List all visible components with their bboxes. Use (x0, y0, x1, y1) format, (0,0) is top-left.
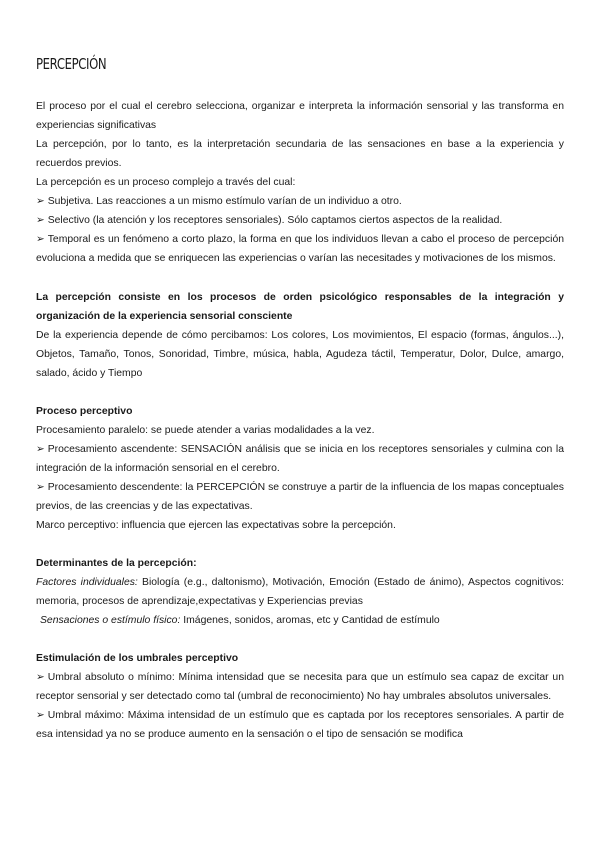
determinants-section (36, 554, 564, 630)
section-heading: Estimulación de los umbrales perceptivo (36, 653, 239, 664)
bullet-item: ➢ Umbral absoluto o mínimo: Mínima intensidad que se necesita para que un estímulo sea capaz de excitar un receptor sensorial y ser detectado como tal (umbral de reconocimiento) No hay umbrales absolutos universales. (36, 668, 564, 706)
determinant-text: Biología (e.g., daltonismo), Motivación, Emoción (Estado de ánimo), Aspectos cognitivos: memoria, procesos de aprendizaje,expectativas y Experiencias previas (36, 577, 564, 607)
section-paragraph: Procesamiento paralelo: se puede atender a varias modalidades a la vez. (36, 425, 375, 436)
determinant-label: Factores individuales: (36, 577, 138, 588)
intro-section (36, 97, 564, 268)
determinant-item (36, 573, 564, 611)
bullet-item: ➢ Procesamiento descendente: la PERCEPCIÓN se construye a partir de la influencia de los mapas conceptuales previos, de las creencias y de las expectativas. (36, 478, 564, 516)
section-paragraph: Marco perceptivo: influencia que ejercen las expectativas sobre la percepción. (36, 520, 396, 531)
determinant-label: Sensaciones o estímulo físico: (40, 615, 181, 626)
intro-paragraph: La percepción es un proceso complejo a través del cual: (36, 177, 296, 188)
section-heading: Proceso perceptivo (36, 406, 133, 417)
determinant-item (36, 611, 564, 630)
bullet-item: ➢ Subjetiva. Las reacciones a un mismo estímulo varían de un individuo a otro. (36, 192, 564, 211)
integration-section (36, 288, 564, 383)
bullet-item: ➢ Umbral máximo: Máxima intensidad de un estímulo que es captada por los receptores sensoriales. A partir de esa intensidad ya no se produce aumento en la sensación o el tipo de sensación se modifica (36, 706, 564, 744)
process-section (36, 402, 564, 535)
determinant-text: Imágenes, sonidos, aromas, etc y Cantidad de estímulo (180, 615, 440, 626)
thresholds-section (36, 649, 564, 744)
intro-paragraph: La percepción, por lo tanto, es la interpretación secundaria de las sensaciones en base a la experiencia y recuerdos previos. (36, 139, 564, 169)
bullet-item: ➢ Temporal es un fenómeno a corto plazo, la forma en que los individuos llevan a cabo el proceso de percepción evoluciona a medida que se enriquecen las experiencias o varían las necesitades y motivaciones de los mismos. (36, 230, 564, 268)
section-heading: Determinantes de la percepción: (36, 558, 197, 569)
section-heading: La percepción consiste en los procesos de orden psicológico responsables de la integración y organización de la experiencia sensorial consciente (36, 292, 564, 322)
page-title: percepción (36, 50, 107, 75)
bullet-item: ➢ Procesamiento ascendente: SENSACIÓN análisis que se inicia en los receptores sensoriales y culmina con la integración de la información sensorial en el cerebro. (36, 440, 564, 478)
bullet-item: ➢ Selectivo (la atención y los receptores sensoriales). Sólo captamos ciertos aspectos de la realidad. (36, 211, 564, 230)
section-paragraph: De la experiencia depende de cómo percibamos: Los colores, Los movimientos, El espacio (formas, ángulos...), Objetos, Tamaño, Tonos, Sonoridad, Timbre, música, habla, Agudeza táctil, Temperatur, Dolor, Dulce, amargo, salado, ácido y Tiempo (36, 330, 564, 379)
intro-paragraph: El proceso por el cual el cerebro selecciona, organizar e interpreta la información sensorial y las transforma en experiencias significativas (36, 101, 564, 131)
